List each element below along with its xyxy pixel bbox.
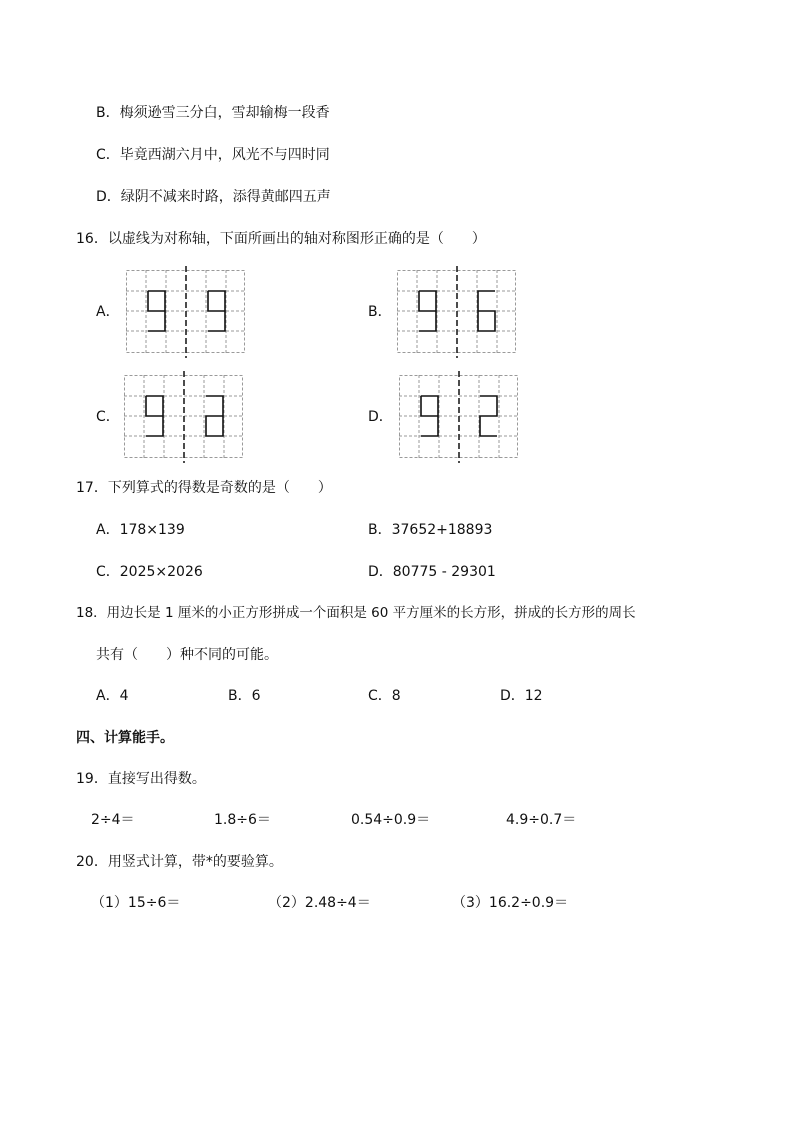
q15-option-c[interactable]: C．毕竟西湖六月中，风光不与四时同 <box>96 147 330 163</box>
q17-stem: 17．下列算式的得数是奇数的是（ ） <box>76 480 332 496</box>
q19-stem: 19．直接写出得数。 <box>76 771 206 787</box>
q16-figure-a[interactable] <box>126 266 246 358</box>
q17-option-c[interactable]: C．2025×2026 <box>96 564 203 580</box>
q19-item-2: 1.8÷6＝ <box>214 812 271 828</box>
q19-item-4: 4.9÷0.7＝ <box>506 812 577 828</box>
q18-option-a[interactable]: A．4 <box>96 688 129 704</box>
q18-option-c[interactable]: C．8 <box>368 688 401 704</box>
q18-stem-line2: 共有（ ）种不同的可能。 <box>96 647 278 663</box>
q16-figure-b[interactable] <box>397 266 517 358</box>
q17-option-b[interactable]: B．37652+18893 <box>368 522 493 538</box>
q16-label-b[interactable]: B． <box>368 304 392 320</box>
q20-stem: 20．用竖式计算，带*的要验算。 <box>76 854 283 870</box>
q20-item-2: （2）2.48÷4＝ <box>268 895 371 911</box>
q19-item-1: 2÷4＝ <box>91 812 135 828</box>
q17-option-a[interactable]: A．178×139 <box>96 522 185 538</box>
q20-item-1: （1）15÷6＝ <box>91 895 181 911</box>
q15-option-d[interactable]: D．绿阴不减来时路，添得黄邮四五声 <box>96 189 331 205</box>
q18-option-d[interactable]: D．12 <box>500 688 543 704</box>
q17-option-d[interactable]: D．80775 - 29301 <box>368 564 496 580</box>
q20-item-3: （3）16.2÷0.9＝ <box>452 895 569 911</box>
q16-stem: 16．以虚线为对称轴，下面所画出的轴对称图形正确的是（ ） <box>76 231 486 247</box>
q19-item-3: 0.54÷0.9＝ <box>351 812 431 828</box>
q16-label-d[interactable]: D． <box>368 409 393 425</box>
q16-figure-c[interactable] <box>124 371 244 463</box>
q15-option-b[interactable]: B．梅须逊雪三分白，雪却输梅一段香 <box>96 105 330 121</box>
section-4-title: 四、计算能手。 <box>76 730 174 746</box>
q16-label-a[interactable]: A． <box>96 304 120 320</box>
q18-option-b[interactable]: B．6 <box>228 688 261 704</box>
q18-stem-line1: 18．用边长是 1 厘米的小正方形拼成一个面积是 60 平方厘米的长方形，拼成的长方形的周长 <box>76 605 636 621</box>
q16-figure-d[interactable] <box>399 371 519 463</box>
q16-label-c[interactable]: C． <box>96 409 120 425</box>
